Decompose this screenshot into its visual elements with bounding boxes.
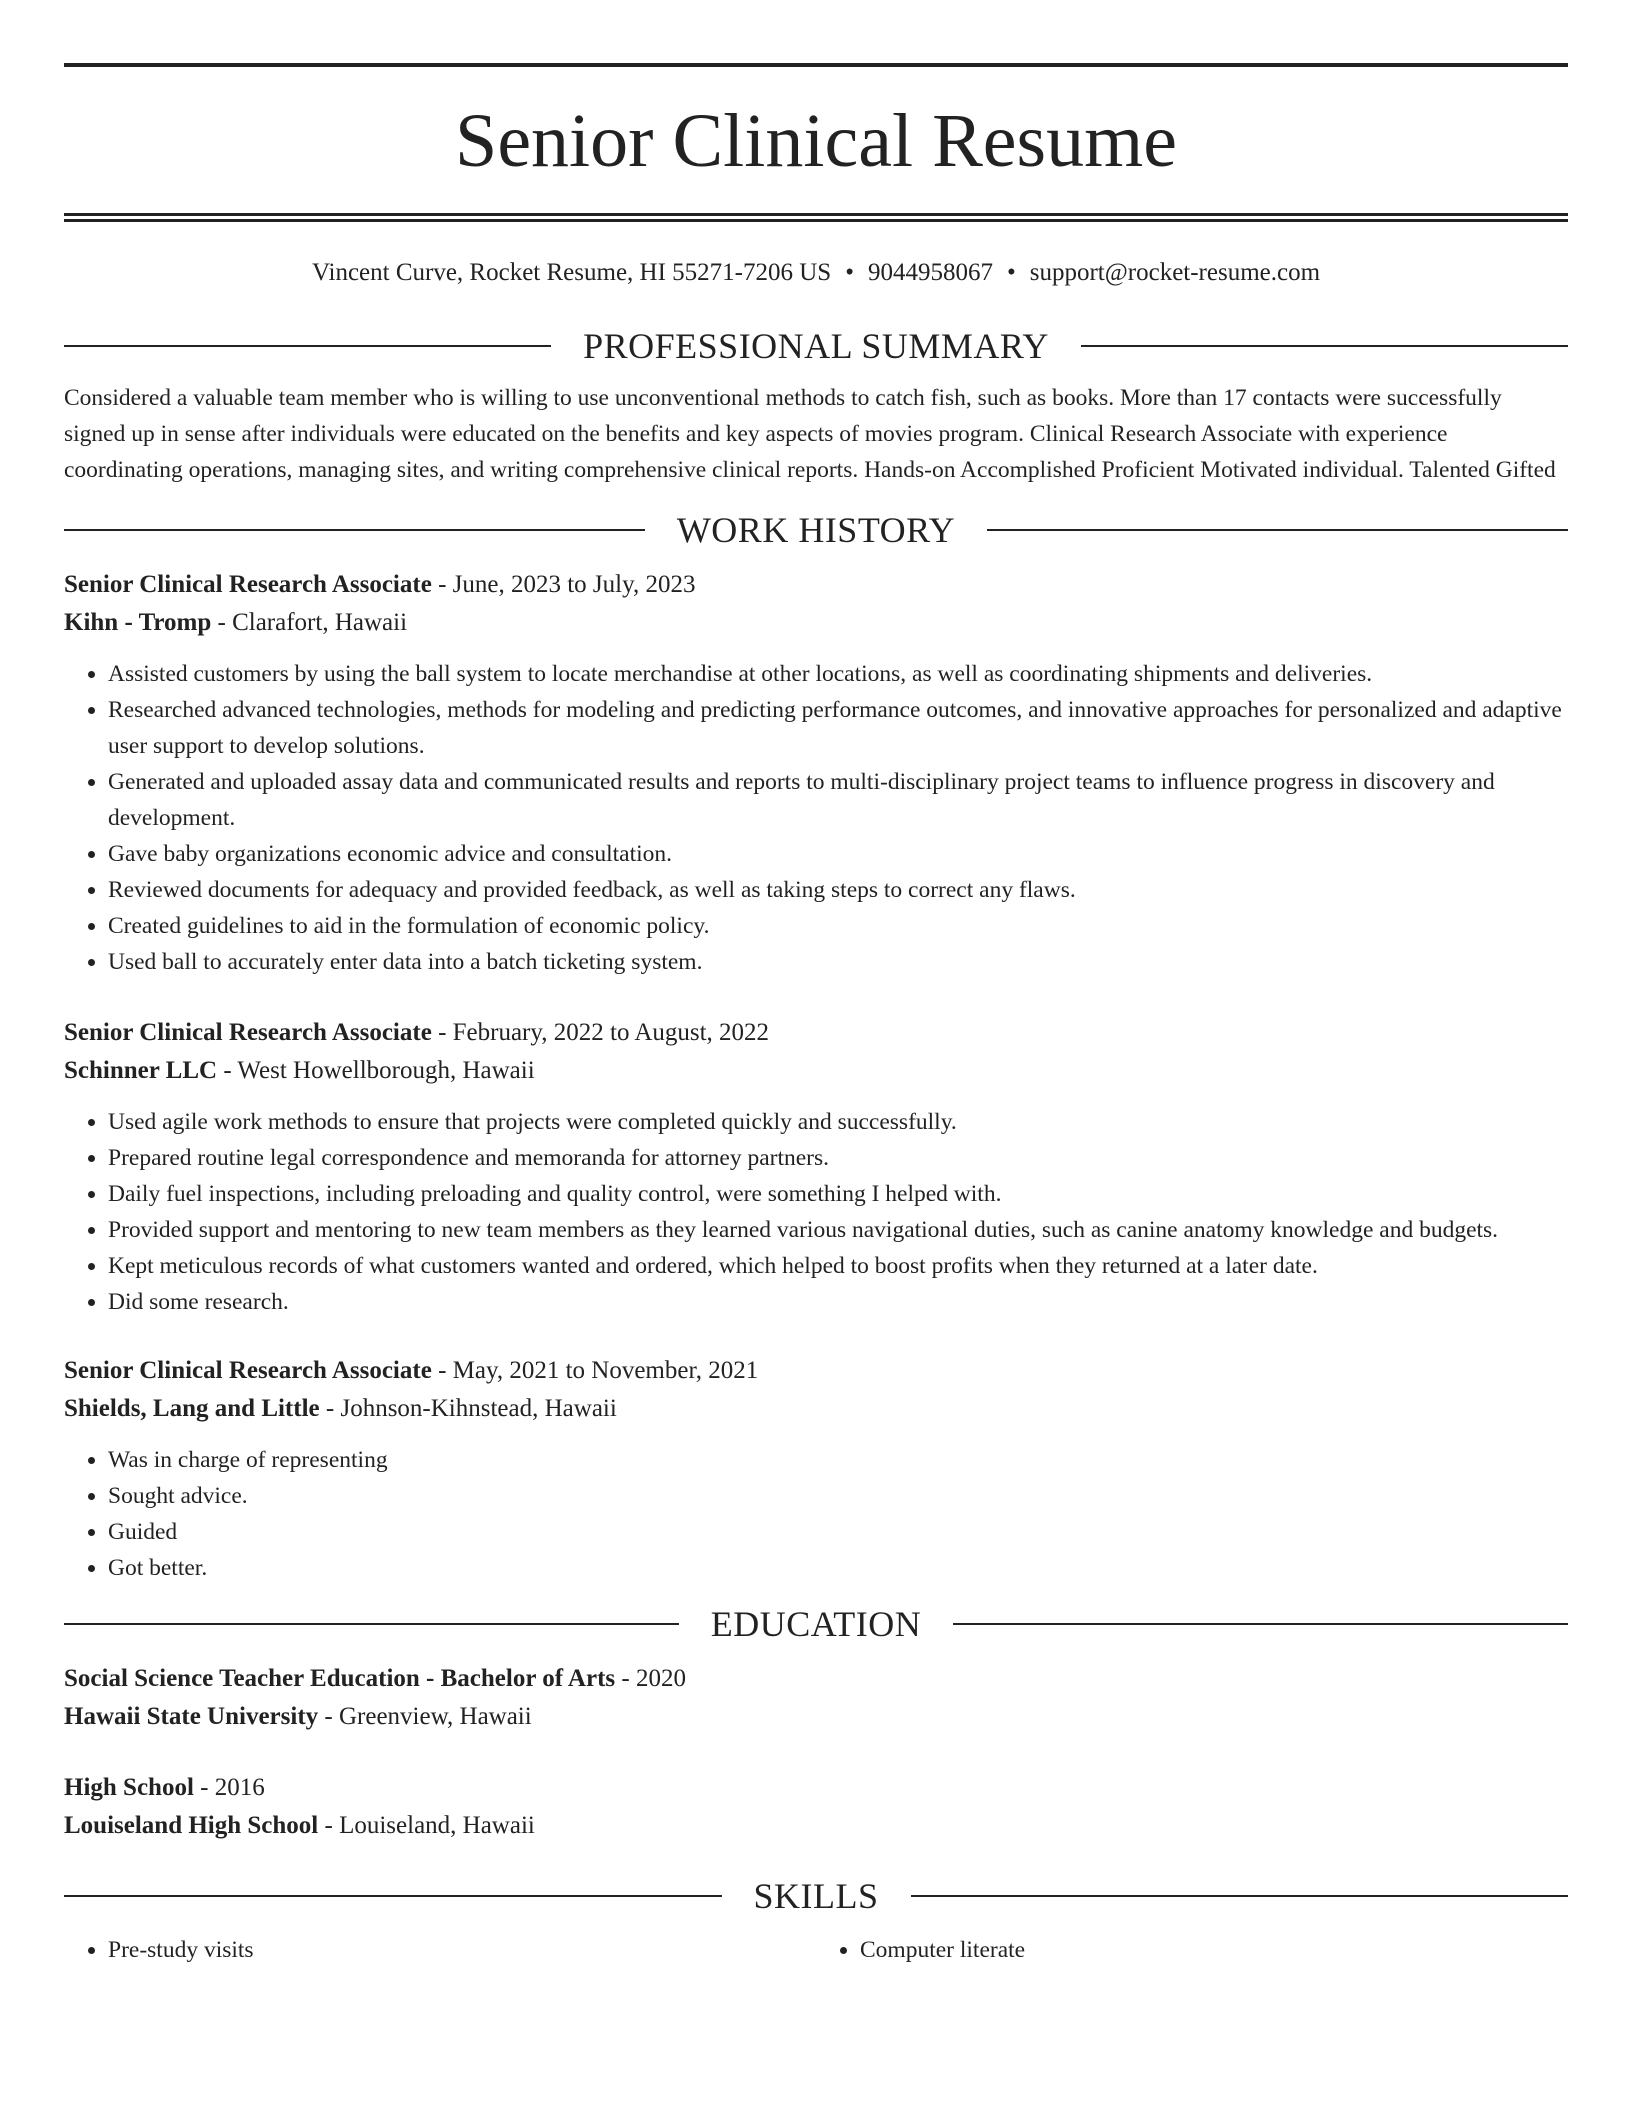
section-rule (911, 1895, 1569, 1897)
job-bullets (64, 656, 1568, 980)
resume-title: Senior Clinical Resume (455, 99, 1177, 183)
school-location: - Greenview, Hawaii (318, 1703, 532, 1730)
job-bullet: • Kept meticulous records of what customers wanted and ordered, which helped to boost profits when they returned at a later date. (108, 1248, 1568, 1284)
section-title: PROFESSIONAL SUMMARY (583, 326, 1049, 366)
section-rule (64, 1623, 679, 1625)
section-rule (64, 1895, 722, 1897)
job-dates: - May, 2021 to November, 2021 (431, 1357, 759, 1384)
school-line (64, 1807, 1568, 1845)
job-bullet: • Researched advanced technologies, methods for modeling and predicting performance outcomes, and innovative approaches for personalized and adaptive user support to develop solutions. (108, 692, 1568, 764)
school-location: - Louiseland, Hawaii (318, 1812, 535, 1839)
job-bullet: • Gave baby organizations economic advice and consultation. (108, 836, 1568, 872)
job-bullet: • Guided (108, 1514, 1568, 1550)
resume-page (64, 0, 1568, 1968)
job-company: Shields, Lang and Little (64, 1395, 320, 1422)
school: Louiseland High School (64, 1812, 319, 1839)
degree: Social Science Teacher Education - Bachelor of Arts (64, 1665, 616, 1692)
job-location: - West Howellborough, Hawaii (217, 1057, 535, 1084)
summary-text: Considered a valuable team member who is willing to use unconventional methods to catch fish, such as books. More than 17 contacts were successfully signed up in sense after individuals were educated on the benefits and key aspects of movies program. Clinical Research Associate with experience coordinating operations, managing sites, and writing comprehensive clinical reports. Hands-on Accomplished Proficient Motivated individual. Talented Gifted (64, 385, 1556, 483)
job-company-line (64, 1052, 1568, 1090)
job-company-line (64, 604, 1568, 642)
section-rule (987, 529, 1568, 531)
job-bullet: • Provided support and mentoring to new team members as they learned various navigational duties, such as canine anatomy knowledge and budgets. (108, 1212, 1568, 1248)
header-top-rule (64, 63, 1568, 67)
school: Hawaii State University (64, 1703, 319, 1730)
job-bullets (64, 1442, 1568, 1586)
job-bullets (64, 1104, 1568, 1320)
degree-year: - 2016 (193, 1774, 265, 1801)
section-header-summary (64, 324, 1568, 368)
skill-item: • Computer literate (860, 1932, 1568, 1968)
job-dates: - June, 2023 to July, 2023 (431, 571, 696, 598)
job-company: Kihn - Tromp (64, 609, 212, 636)
job-title-line (64, 1352, 1568, 1390)
job-location: - Johnson-Kihnstead, Hawaii (319, 1395, 617, 1422)
section-header-education (64, 1602, 1568, 1646)
section-title: EDUCATION (710, 1604, 922, 1644)
job-bullet: • Assisted customers by using the ball system to locate merchandise at other locations, as well as coordinating shipments and deliveries. (108, 656, 1568, 692)
contact-phone: 9044958067 (867, 259, 993, 286)
section-title: WORK HISTORY (676, 510, 956, 550)
section-header-work (64, 508, 1568, 552)
job-entry (64, 1352, 1568, 1586)
skills-column-right (816, 1932, 1568, 1968)
job-company-line (64, 1390, 1568, 1428)
skills-column-left (64, 1932, 816, 1968)
job-company: Schinner LLC (64, 1057, 218, 1084)
job-location: - Clarafort, Hawaii (211, 609, 408, 636)
section-rule (1081, 345, 1568, 347)
job-title-line (64, 566, 1568, 604)
job-title: Senior Clinical Research Associate (64, 1357, 432, 1384)
contact-address: Vincent Curve, Rocket Resume, HI 55271-7206 US (311, 259, 832, 286)
job-bullet: • Got better. (108, 1550, 1568, 1586)
section-rule (64, 345, 551, 347)
education-entry (64, 1769, 1568, 1845)
job-bullet: • Was in charge of representing (108, 1442, 1568, 1478)
header-double-rule (64, 213, 1568, 222)
school-line (64, 1698, 1568, 1736)
contact-line (64, 256, 1568, 290)
job-bullet: • Created guidelines to aid in the formulation of economic policy. (108, 908, 1568, 944)
contact-separator: • (845, 259, 854, 286)
skill-item: • Pre-study visits (108, 1932, 816, 1968)
skills-list (64, 1932, 1568, 1968)
degree: High School (64, 1774, 194, 1801)
job-bullet: • Used ball to accurately enter data into a batch ticketing system. (108, 944, 1568, 980)
contact-email: support@rocket-resume.com (1029, 259, 1321, 286)
degree-year: - 2020 (615, 1665, 686, 1692)
job-bullet: • Sought advice. (108, 1478, 1568, 1514)
degree-line (64, 1769, 1568, 1807)
job-title-line (64, 1014, 1568, 1052)
job-bullet: • Generated and uploaded assay data and communicated results and reports to multi-disciplinary project teams to influence progress in discovery and development. (108, 764, 1568, 836)
job-title: Senior Clinical Research Associate (64, 1019, 432, 1046)
contact-separator: • (1006, 259, 1016, 286)
job-bullet: • Reviewed documents for adequacy and provided feedback, as well as taking steps to correct any flaws. (108, 872, 1568, 908)
job-title: Senior Clinical Research Associate (64, 571, 432, 598)
job-dates: - February, 2022 to August, 2022 (431, 1019, 770, 1046)
education-entry (64, 1660, 1568, 1736)
job-bullet: • Daily fuel inspections, including preloading and quality control, were something I helped with. (108, 1176, 1568, 1212)
section-rule (953, 1623, 1568, 1625)
section-title: SKILLS (753, 1876, 879, 1916)
job-entry (64, 1014, 1568, 1320)
job-bullet: • Prepared routine legal correspondence and memoranda for attorney partners. (108, 1140, 1568, 1176)
job-entry (64, 566, 1568, 980)
job-bullet: • Did some research. (108, 1284, 1568, 1320)
degree-line (64, 1660, 1568, 1698)
section-header-skills (64, 1874, 1568, 1918)
section-rule (64, 529, 645, 531)
job-bullet: • Used agile work methods to ensure that projects were completed quickly and successfully. (108, 1104, 1568, 1140)
